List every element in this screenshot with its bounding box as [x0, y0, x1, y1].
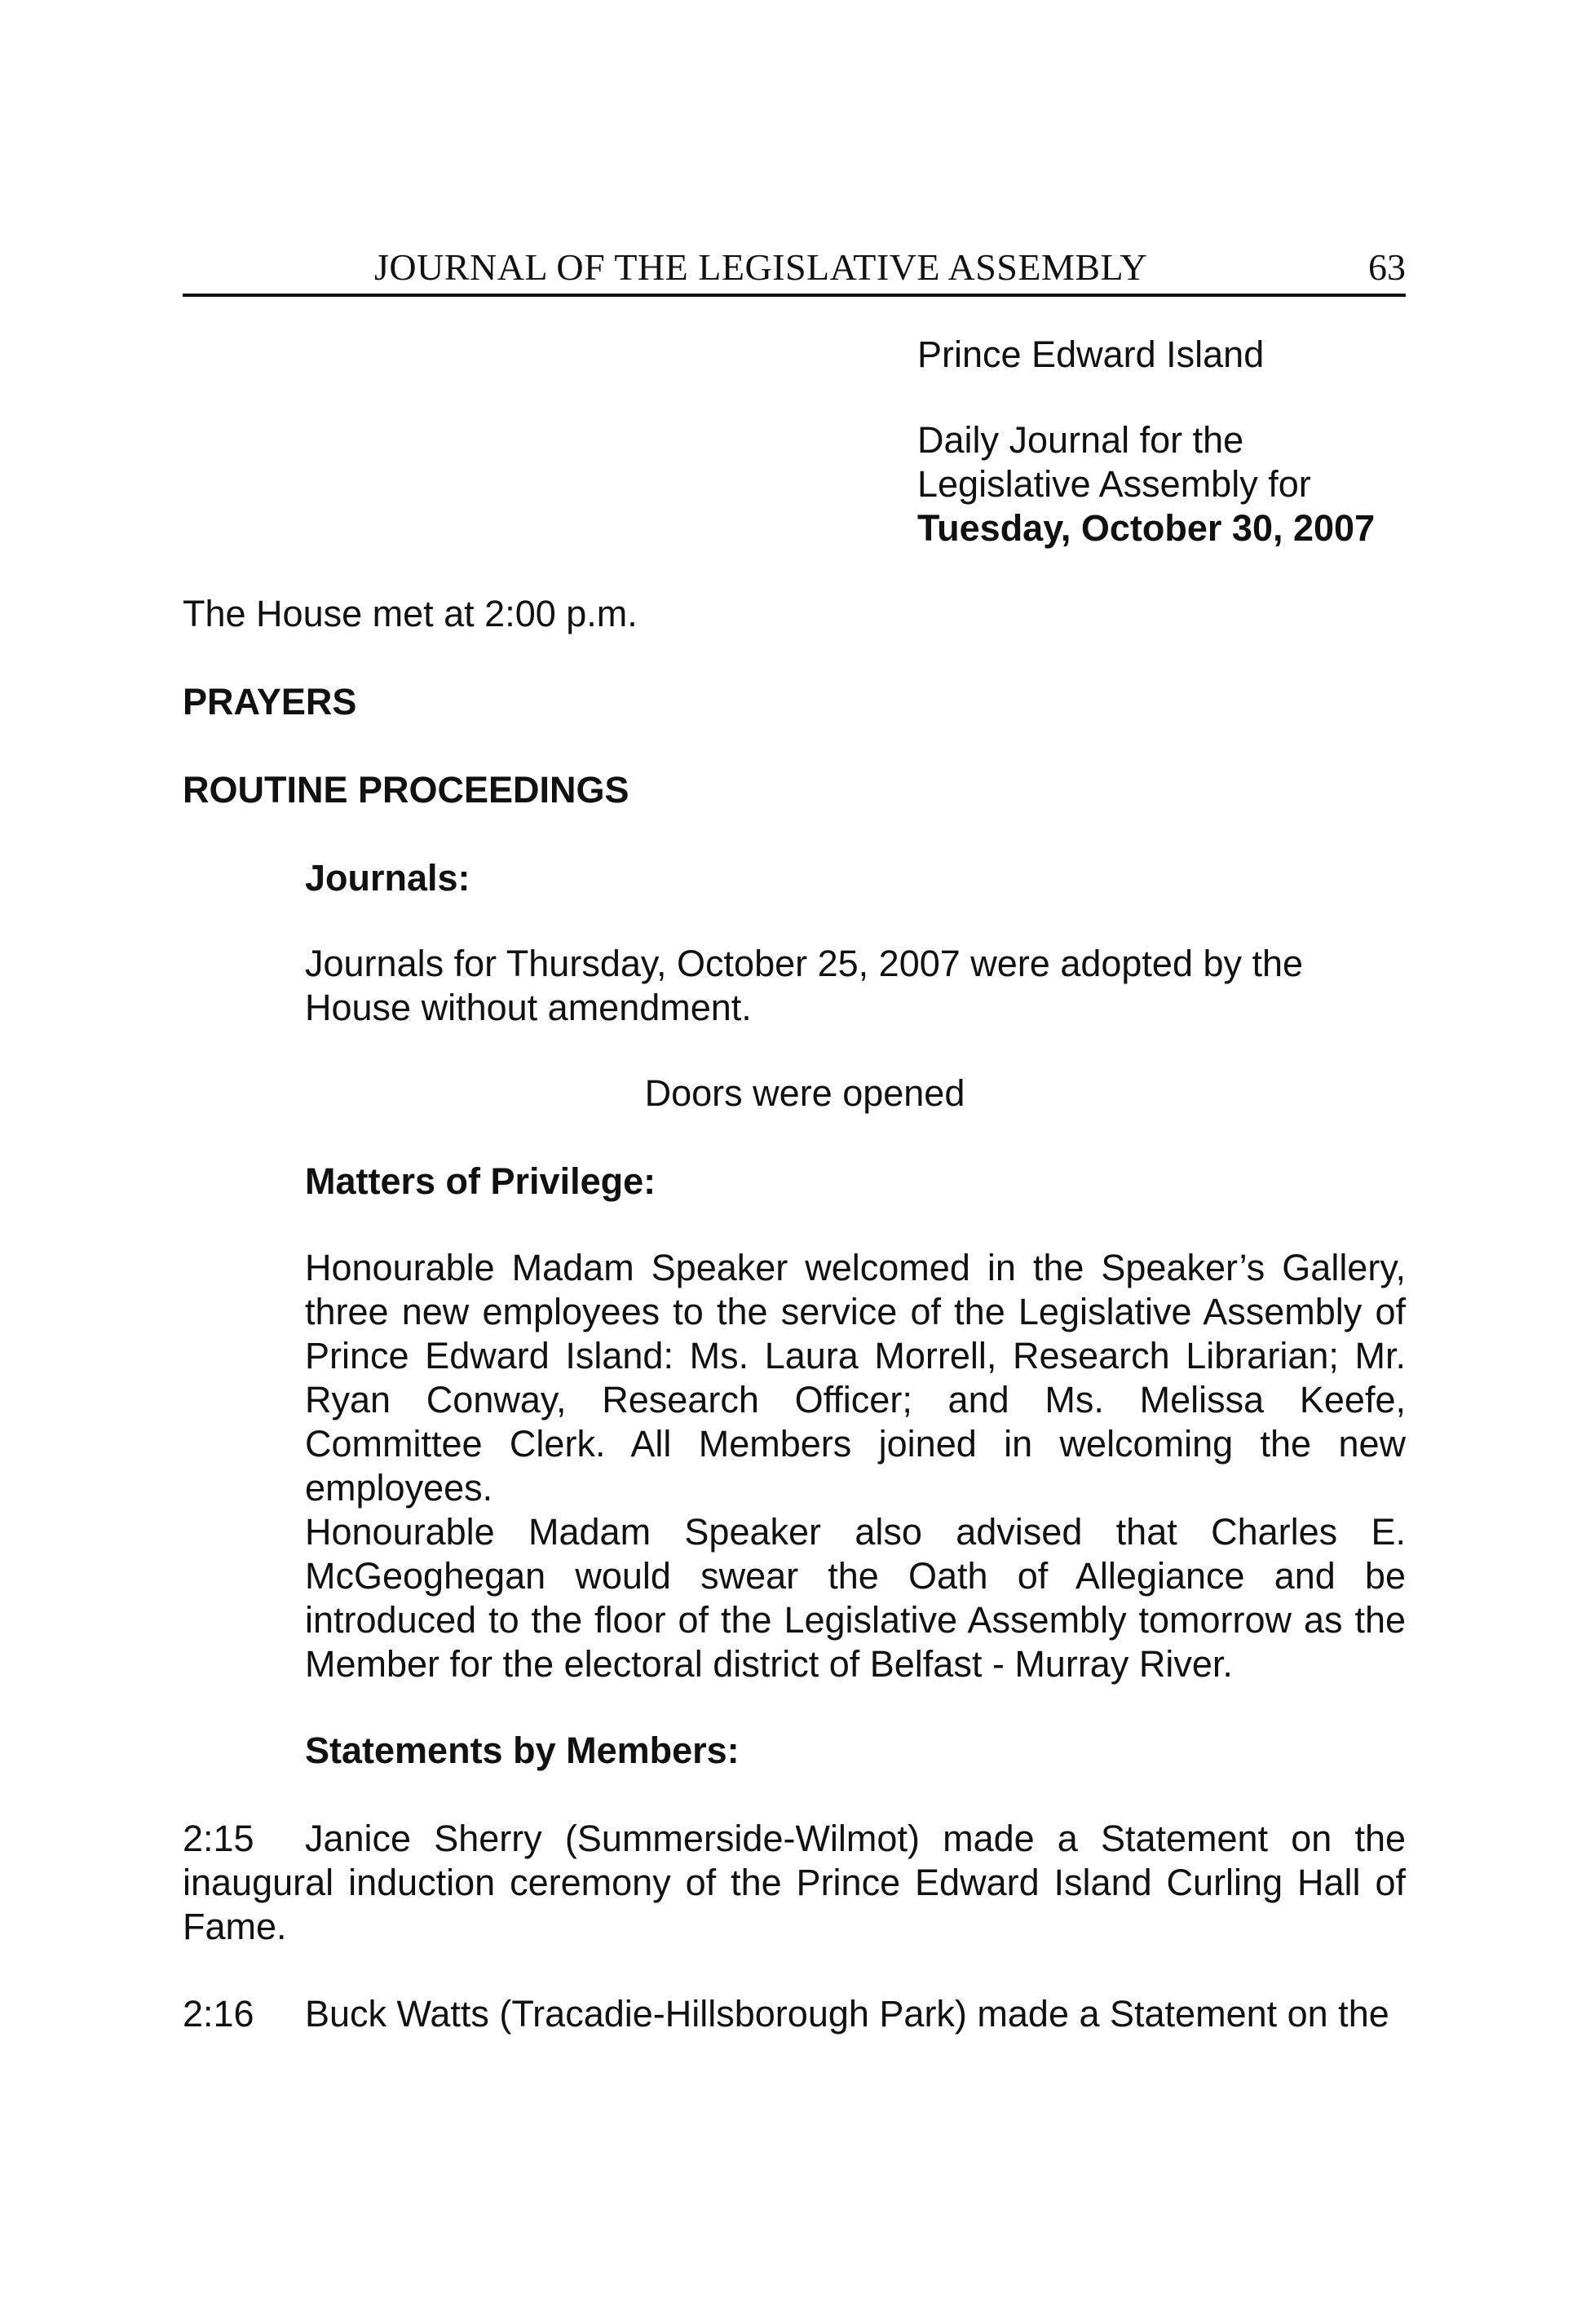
statement-item	[183, 1992, 1406, 2036]
journals-text: Journals for Thursday, October 25, 2007 were adopted by the House without amendment.	[305, 943, 1304, 1028]
page-number: 63	[1368, 246, 1406, 288]
statement-text: Janice Sherry (Summerside-Wilmot) made a Statement on the inaugural induction ceremony of the Prince Edward Island Curling Hall of Fame.	[183, 1818, 1406, 1947]
masthead-line-1: Daily Journal for the	[917, 419, 1244, 461]
statement-item	[183, 1817, 1406, 1949]
journal-title: JOURNAL OF THE LEGISLATIVE ASSEMBLY	[374, 246, 1148, 288]
province-name: Prince Edward Island	[917, 334, 1265, 375]
opening-statement: The House met at 2:00 p.m.	[183, 593, 638, 634]
statement-time: 2:16	[183, 1993, 254, 2035]
statement-time: 2:15	[183, 1818, 254, 1859]
privilege-paragraph-1: Honourable Madam Speaker welcomed in the Speaker’s Gallery, three new employees to the service of the Legislative Assembly of Prince Edward Island: Ms. Laura Morrell, Research Librarian; Mr. Ryan Conway, Research Officer; and Ms. Melissa Keefe, Committee Clerk. All Members joined in welcoming the new employees.	[305, 1247, 1406, 1509]
statements-heading: Statements by Members:	[305, 1730, 740, 1771]
doors-opened: Doors were opened	[644, 1072, 965, 1114]
masthead-line-2: Legislative Assembly for	[917, 463, 1311, 505]
prayers-heading: PRAYERS	[183, 681, 357, 722]
journals-heading: Journals:	[305, 857, 470, 899]
statement-text: Buck Watts (Tracadie-Hillsborough Park) made a Statement on the	[305, 1993, 1389, 2035]
routine-proceedings-heading: ROUTINE PROCEEDINGS	[183, 769, 629, 811]
privilege-paragraph-2: Honourable Madam Speaker also advised that Charles E. McGeoghegan would swear the Oath of Allegiance and be introduced to the floor of the Legislative Assembly tomorrow as the Member for the electoral district of Belfast - Murray River.	[305, 1511, 1406, 1685]
sitting-date: Tuesday, October 30, 2007	[917, 507, 1376, 549]
matters-of-privilege-heading: Matters of Privilege:	[305, 1160, 656, 1202]
running-header	[183, 241, 1406, 297]
